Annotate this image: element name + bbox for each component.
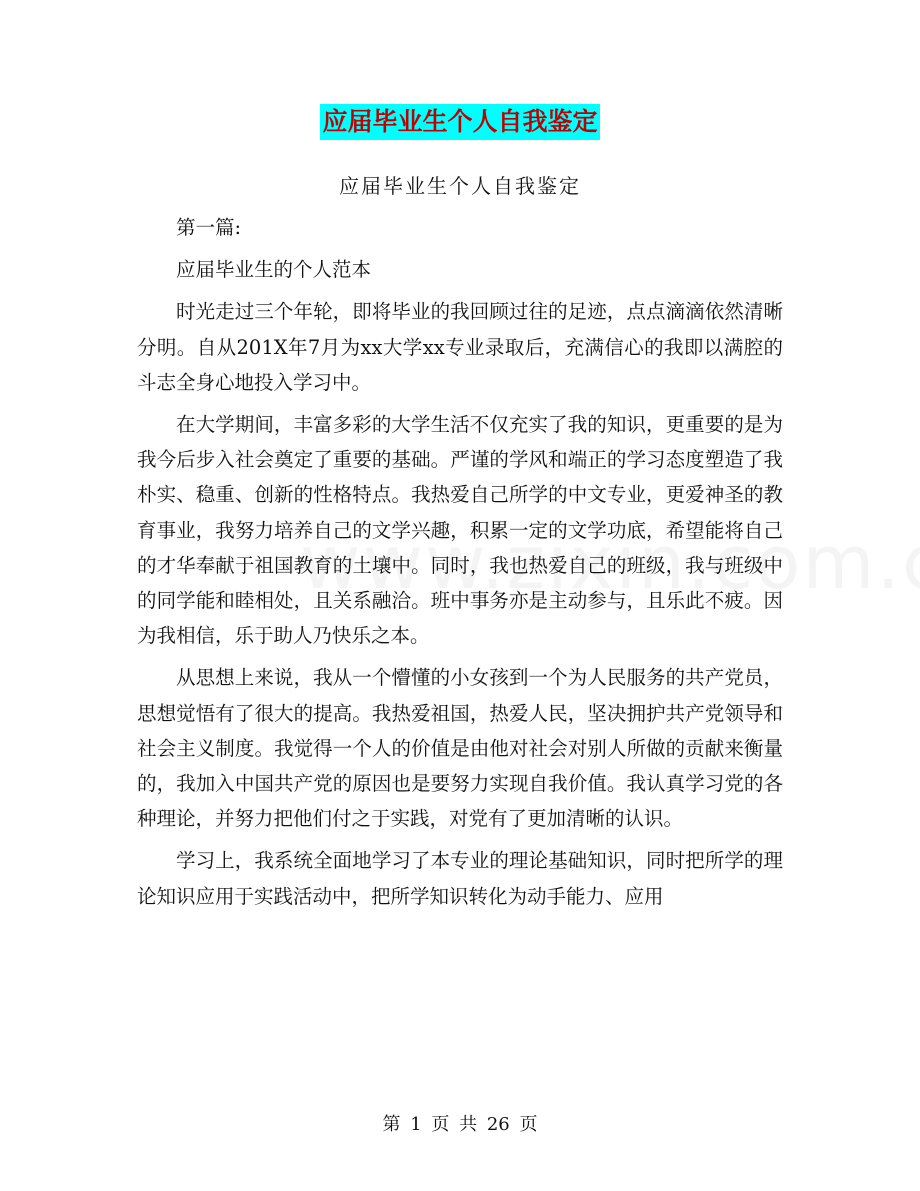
paragraph: 时光走过三个年轮，即将毕业的我回顾过往的足迹，点点滴滴依然清晰分明。自从201X年7月为xx大学xx专业录取后，充满信心的我即以满腔的斗志全身心地投入学习中。 xyxy=(137,300,783,394)
paragraph: 从思想上来说，我从一个懵懂的小女孩到一个为人民服务的共产党员，思想觉悟有了很大的提高。我热爱祖国，热爱人民，坚决拥护共产党领导和社会主义制度。我觉得一个人的价值是由他对社会对别人所做的贡献来衡量的，我加入中国共产党的原因也是要努力实现自我价值。我认真学习党的各种理论，并努力把他们付之于实践，对党有了更加清晰的认识。 xyxy=(137,666,783,831)
title-container xyxy=(0,104,920,140)
document-title: 应届毕业生个人自我鉴定 xyxy=(320,104,599,140)
paragraph-section-label: 第一篇: xyxy=(176,216,242,239)
document-subtitle: 应届毕业生个人自我鉴定 xyxy=(339,174,581,198)
paragraph: 在大学期间，丰富多彩的大学生活不仅充实了我的知识，更重要的是为我今后步入社会奠定了重要的基础。严谨的学风和端正的学习态度塑造了我朴实、稳重、创新的性格特点。我热爱自己所学的中文专业，更爱神圣的教育事业，我努力培养自己的文学兴趣，积累一定的文学功底，希望能将自己的才华奉献于祖国教育的土壤中。同时，我也热爱自己的班级，我与班级中的同学能和睦相处，且关系融洽。班中事务亦是主动参与，且乐此不疲。因为我相信，乐于助人乃快乐之本。 xyxy=(137,413,783,648)
page-footer: 第 1 页 共 26 页 xyxy=(382,1114,538,1135)
paragraph: 学习上，我系统全面地学习了本专业的理论基础知识，同时把所学的理论知识应用于实践活动中，把所学知识转化为动手能力、应用 xyxy=(137,849,783,908)
paragraph-section-heading: 应届毕业生的个人范本 xyxy=(176,258,372,282)
document-body xyxy=(137,210,783,914)
